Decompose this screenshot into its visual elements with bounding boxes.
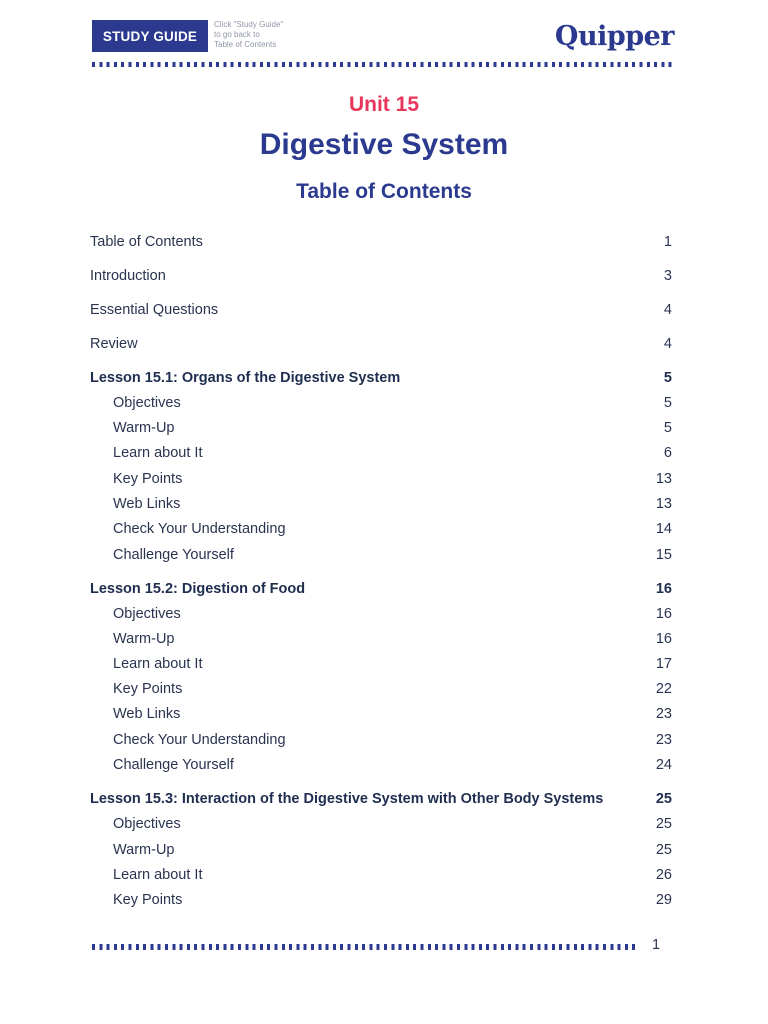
toc-lesson-entry[interactable] xyxy=(90,577,672,601)
toc-entry-label: Challenge Yourself xyxy=(113,757,234,773)
study-guide-button[interactable]: STUDY GUIDE xyxy=(92,20,208,52)
toc-entry-label: Challenge Yourself xyxy=(113,547,234,563)
page-title: Digestive System xyxy=(259,128,509,161)
toc-entry[interactable] xyxy=(90,863,672,887)
toc-entry[interactable] xyxy=(90,467,672,491)
toc-entry[interactable] xyxy=(90,838,672,862)
toc-entry-page: 3 xyxy=(663,268,672,284)
page-header xyxy=(92,20,674,56)
toc-entry-page: 26 xyxy=(655,867,672,883)
toc-entry[interactable] xyxy=(90,517,672,541)
toc-entry[interactable] xyxy=(90,298,672,322)
toc-entry-label: Check Your Understanding xyxy=(113,732,286,748)
toc-entry-page: 5 xyxy=(663,395,672,411)
toc-entry-label: Essential Questions xyxy=(90,302,219,318)
toc-entry-label: Key Points xyxy=(113,681,183,697)
toc-lesson-entry[interactable] xyxy=(90,787,672,811)
toc-entry[interactable] xyxy=(90,728,672,752)
header-dotted-divider xyxy=(92,62,674,67)
title-block xyxy=(0,90,768,206)
toc-entry[interactable] xyxy=(90,627,672,651)
toc-entry-label: Learn about It xyxy=(113,445,203,461)
toc-entry-label: Warm-Up xyxy=(113,631,175,647)
toc-entry-label: Key Points xyxy=(113,892,183,908)
toc-entry-label: Table of Contents xyxy=(90,234,203,250)
toc-entry-label: Lesson 15.3: Interaction of the Digestive System with Other Body Systems xyxy=(90,791,604,807)
page-number: 1 xyxy=(652,937,661,953)
unit-label: Unit 15 xyxy=(348,93,419,116)
toc-entry-label: Warm-Up xyxy=(113,842,175,858)
toc-entry-page: 24 xyxy=(655,757,672,773)
toc-entry-page: 25 xyxy=(655,842,672,858)
toc-entry[interactable] xyxy=(90,264,672,288)
toc-entry-label: Lesson 15.2: Digestion of Food xyxy=(90,581,306,597)
toc-entry-page: 22 xyxy=(655,681,672,697)
toc-entry-label: Web Links xyxy=(113,706,181,722)
toc-entry-label: Learn about It xyxy=(113,867,203,883)
quipper-logo: Quipper xyxy=(554,21,674,52)
hint-line: to go back to xyxy=(214,30,260,39)
toc-entry-label: Review xyxy=(90,336,138,352)
toc-entry[interactable] xyxy=(90,441,672,465)
toc-entry[interactable] xyxy=(90,543,672,567)
toc-entry-page: 5 xyxy=(663,370,672,386)
toc-entry-page: 16 xyxy=(655,631,672,647)
toc-entry-label: Check Your Understanding xyxy=(113,521,286,537)
hint-line: Click "Study Guide" xyxy=(214,20,284,29)
toc-entry-page: 5 xyxy=(663,420,672,436)
toc-entry-page: 4 xyxy=(663,302,672,318)
toc-entry-page: 23 xyxy=(655,706,672,722)
toc-entry[interactable] xyxy=(90,492,672,516)
toc-entry-page: 25 xyxy=(655,816,672,832)
toc-entry-label: Key Points xyxy=(113,471,183,487)
toc-entry-label: Warm-Up xyxy=(113,420,175,436)
toc-entry-page: 23 xyxy=(655,732,672,748)
toc-entry-page: 13 xyxy=(655,496,672,512)
toc-entry-label: Objectives xyxy=(113,395,181,411)
toc-entry-page: 16 xyxy=(655,581,672,597)
toc-entry-page: 17 xyxy=(655,656,672,672)
toc-entry-page: 14 xyxy=(655,521,672,537)
toc-lesson-entry[interactable] xyxy=(90,366,672,390)
hint-line: Table of Contents xyxy=(214,40,277,49)
toc-entry-page: 25 xyxy=(655,791,672,807)
toc-entry-page: 13 xyxy=(655,471,672,487)
footer-dotted-divider xyxy=(92,944,638,950)
toc-entry-label: Objectives xyxy=(113,606,181,622)
toc-entry[interactable] xyxy=(90,416,672,440)
toc-entry[interactable] xyxy=(90,753,672,777)
toc-entry[interactable] xyxy=(90,652,672,676)
toc-entry-page: 29 xyxy=(655,892,672,908)
toc-entry-page: 15 xyxy=(655,547,672,563)
toc-entry-page: 6 xyxy=(663,445,672,461)
toc-entry[interactable] xyxy=(90,888,672,912)
toc-entry-page: 16 xyxy=(655,606,672,622)
toc-entry[interactable] xyxy=(90,812,672,836)
toc-entry[interactable] xyxy=(90,677,672,701)
toc-entry-label: Learn about It xyxy=(113,656,203,672)
toc-entry[interactable] xyxy=(90,702,672,726)
toc-entry[interactable] xyxy=(90,332,672,356)
toc-entry-page: 4 xyxy=(663,336,672,352)
toc-entry[interactable] xyxy=(90,230,672,254)
toc-entry-label: Lesson 15.1: Organs of the Digestive System xyxy=(90,370,401,386)
toc-entry-label: Web Links xyxy=(113,496,181,512)
study-guide-hint xyxy=(214,20,324,50)
toc-entry-label: Objectives xyxy=(113,816,181,832)
toc-entry-label: Introduction xyxy=(90,268,166,284)
toc-heading: Table of Contents xyxy=(296,180,472,203)
toc-entry[interactable] xyxy=(90,602,672,626)
toc-entry-page: 1 xyxy=(663,234,672,250)
toc-entry[interactable] xyxy=(90,391,672,415)
